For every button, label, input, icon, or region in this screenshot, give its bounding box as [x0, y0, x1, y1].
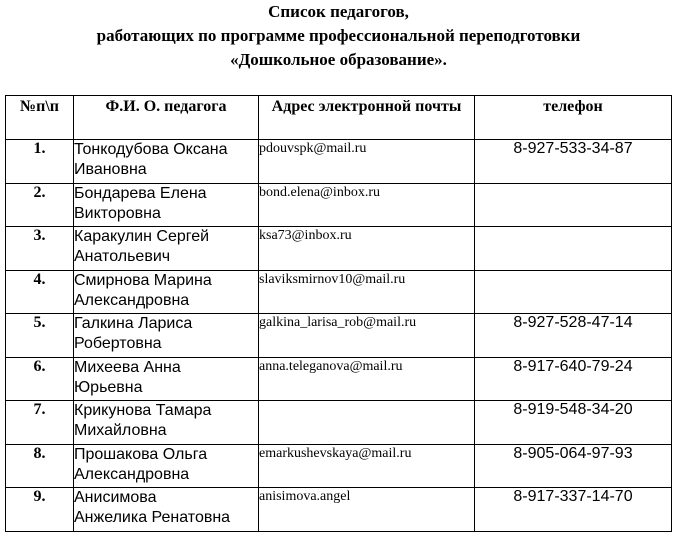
name-line: Каракулин Сергей [74, 228, 210, 245]
name-line: Галкина Лариса [74, 315, 193, 332]
teacher-name [74, 357, 259, 401]
row-number: 8. [6, 444, 74, 488]
name-line: Бондарева Елена [74, 184, 207, 202]
teacher-phone: 8-917-640-79-24 [475, 357, 672, 401]
teacher-email: galkina_larisa_rob@mail.ru [259, 314, 475, 358]
row-number: 3. [6, 227, 74, 271]
name-line: Смирнова Марина [74, 271, 212, 289]
teacher-name [74, 227, 259, 271]
row-number: 2. [6, 183, 74, 227]
name-line: Тонкодубова Оксана [74, 141, 228, 158]
teacher-name [74, 314, 259, 358]
teacher-phone [475, 183, 672, 227]
teacher-phone: 8-905-064-97-93 [475, 444, 672, 488]
row-number: 4. [6, 270, 74, 314]
teacher-email: slaviksmirnov10@mail.ru [259, 270, 475, 314]
table-row [6, 227, 672, 271]
row-number: 5. [6, 314, 74, 358]
name-line: Александровна [74, 465, 190, 483]
name-line: Михайловна [74, 422, 167, 439]
teacher-phone: 8-927-533-34-87 [475, 140, 672, 184]
teacher-name [74, 140, 259, 184]
heading-line-3: «Дошкольное образование». [230, 50, 447, 69]
teacher-name [74, 183, 259, 227]
teacher-email: anna.teleganova@mail.ru [259, 357, 475, 401]
table-header-row [6, 96, 672, 140]
name-line: Анисимова [74, 489, 157, 506]
teacher-email: bond.elena@inbox.ru [259, 183, 475, 227]
name-line: Михеева Анна [74, 358, 181, 376]
table-row [6, 357, 672, 401]
row-number: 7. [6, 401, 74, 445]
document-heading [0, 0, 677, 72]
header-num: №п\п [6, 96, 74, 140]
heading-line-1: Список педагогов, [268, 2, 409, 21]
header-email: Адрес электронной почты [259, 96, 475, 140]
name-line: Ивановна [74, 161, 147, 178]
table-row [6, 183, 672, 227]
name-line: Викторовна [74, 204, 161, 222]
header-name: Ф.И. О. педагога [74, 96, 259, 140]
name-line: Юрьевна [74, 378, 143, 396]
name-line: Александровна [74, 291, 190, 309]
teacher-name [74, 270, 259, 314]
table-row [6, 314, 672, 358]
teacher-name [74, 401, 259, 445]
name-line: Крикунова Тамара [74, 402, 212, 419]
teacher-phone: 8-927-528-47-14 [475, 314, 672, 358]
teacher-phone: 8-917-337-14-70 [475, 488, 672, 532]
row-number: 6. [6, 357, 74, 401]
teacher-email: anisimova.angel [259, 488, 475, 532]
name-line: Робертовна [74, 335, 162, 352]
teacher-phone [475, 270, 672, 314]
teacher-email: pdouvspk@mail.ru [259, 140, 475, 184]
teacher-email: ksa73@inbox.ru [259, 227, 475, 271]
name-line: Анжелика Ренатовна [74, 509, 231, 526]
teacher-name [74, 488, 259, 532]
table-row [6, 488, 672, 532]
header-phone: телефон [475, 96, 672, 140]
teacher-phone [475, 227, 672, 271]
name-line: Прошакова Ольга [74, 445, 208, 463]
row-number: 9. [6, 488, 74, 532]
table-row [6, 270, 672, 314]
row-number: 1. [6, 140, 74, 184]
teacher-name [74, 444, 259, 488]
teachers-table [5, 95, 672, 532]
table-row [6, 140, 672, 184]
heading-line-2: работающих по программе профессиональной переподготовки [96, 26, 581, 45]
name-line: Анатольевич [74, 248, 171, 265]
teacher-email: emarkushevskaya@mail.ru [259, 444, 475, 488]
table-row [6, 401, 672, 445]
teacher-phone: 8-919-548-34-20 [475, 401, 672, 445]
teacher-email [259, 401, 475, 445]
table-row [6, 444, 672, 488]
